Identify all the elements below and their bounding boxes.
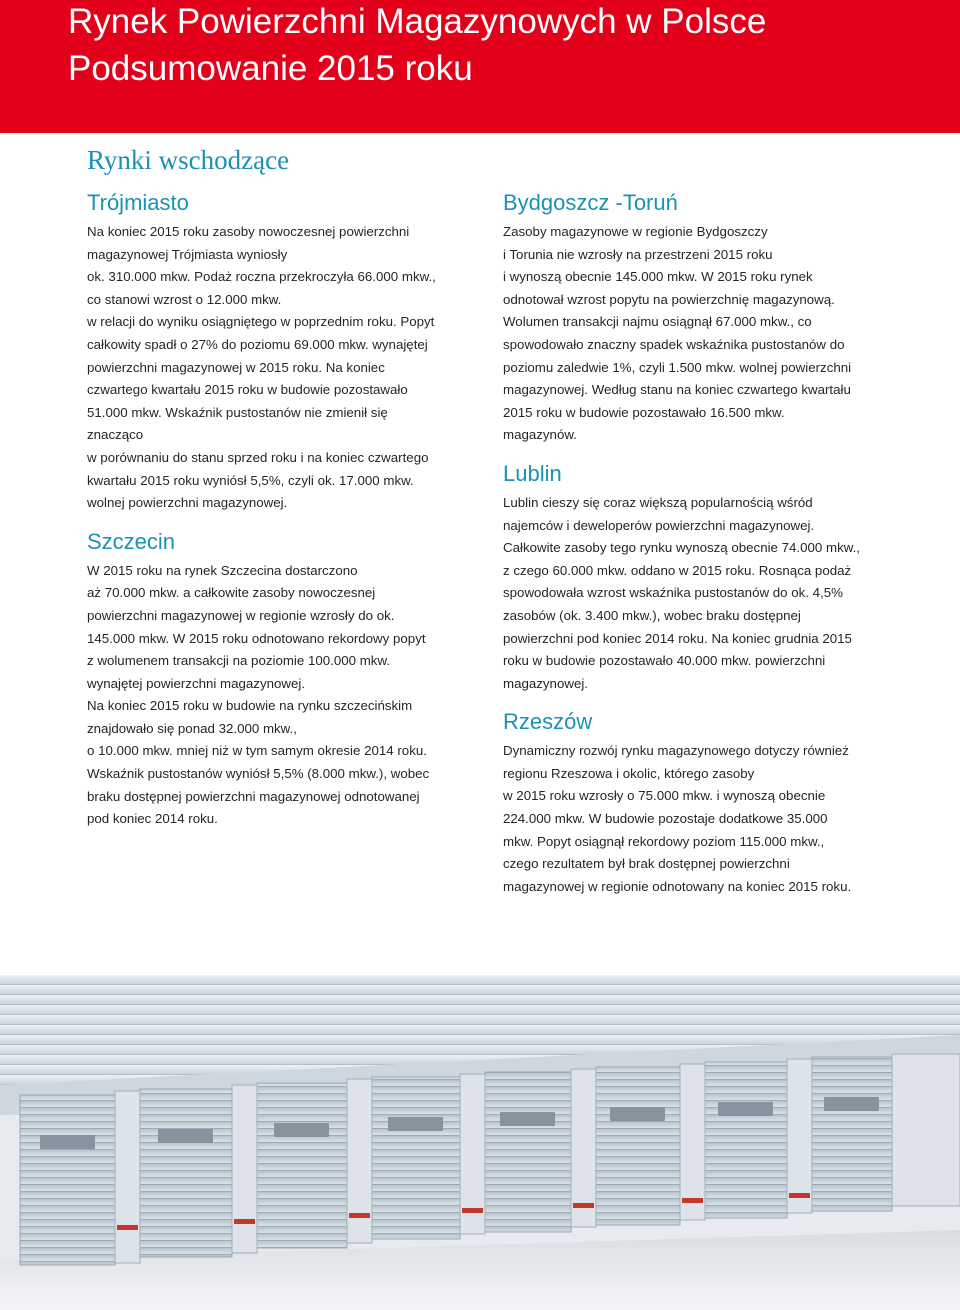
text-line: spowodowała wzrost wskaźnika pustostanów do ok. 4,5% bbox=[503, 585, 843, 601]
section-title: Rynki wschodzące bbox=[87, 145, 290, 175]
text-line: magazynowej. Według stanu na koniec czwartego kwartału bbox=[503, 382, 851, 398]
right-column bbox=[503, 190, 943, 898]
text-line: Wolumen transakcji najmu osiągnął 67.000 mkw., co bbox=[503, 314, 812, 330]
text-line: w porównaniu do stanu sprzed roku i na koniec czwartego bbox=[87, 449, 429, 465]
text-line: aż 70.000 mkw. a całkowite zasoby nowoczesnej bbox=[87, 585, 376, 601]
text-line: Dynamiczny rozwój rynku magazynowego dotyczy również bbox=[503, 743, 849, 759]
spacer bbox=[503, 447, 943, 461]
text-line: znacząco bbox=[87, 427, 144, 443]
text-line: 145.000 mkw. W 2015 roku odnotowano rekordowy popyt bbox=[87, 630, 426, 646]
text-line: braku dostępnej powierzchni magazynowej odnotowanej bbox=[87, 788, 420, 804]
text-line: spowodowało znaczny spadek wskaźnika pustostanów do bbox=[503, 336, 845, 352]
text-line: co stanowi wzrost o 12.000 mkw. bbox=[87, 291, 282, 307]
heading-trojmiasto: Trójmiasto bbox=[87, 190, 189, 215]
text-line: 2015 roku w budowie pozostawało 16.500 mkw. bbox=[503, 404, 785, 420]
text-line: kwartału 2015 roku wyniósł 5,5%, czyli ok. 17.000 mkw. bbox=[87, 472, 414, 488]
text-line: wynajętej powierzchni magazynowej. bbox=[87, 675, 306, 691]
text-line: i Torunia nie wzrosły na przestrzeni 2015 roku bbox=[503, 246, 773, 262]
text-line: 224.000 mkw. W budowie pozostaje dodatkowe 35.000 bbox=[503, 811, 828, 827]
page-title-line-2: Podsumowanie 2015 roku bbox=[68, 49, 473, 88]
text-line: magazynowej w regionie odnotowany na koniec 2015 roku. bbox=[503, 878, 852, 894]
paragraph-szczecin bbox=[87, 560, 487, 831]
page-header-banner bbox=[0, 0, 960, 133]
text-line: odnotował wzrost popytu na powierzchnię magazynową. bbox=[503, 291, 835, 307]
text-line: powierzchni magazynowej w regionie wzrosły do ok. bbox=[87, 607, 395, 623]
text-line: i wynoszą obecnie 145.000 mkw. W 2015 roku rynek bbox=[503, 269, 813, 285]
text-line: Na koniec 2015 roku w budowie na rynku szczecińskim bbox=[87, 698, 413, 714]
heading-szczecin: Szczecin bbox=[87, 528, 176, 554]
heading-rzeszow: Rzeszów bbox=[503, 709, 593, 735]
text-line: w relacji do wyniku osiągniętego w poprzednim roku. Popyt bbox=[87, 314, 435, 330]
text-line: z wolumenem transakcji na poziomie 100.000 mkw. bbox=[87, 653, 391, 669]
text-line: mkw. Popyt osiągnął rekordowy poziom 115.000 mkw., bbox=[503, 833, 825, 849]
text-line: Zasoby magazynowe w regionie Bydgoszczy bbox=[503, 224, 768, 239]
text-line: w 2015 roku wzrosły o 75.000 mkw. i wynoszą obecnie bbox=[503, 788, 826, 804]
paragraph-bydgoszcz-torun bbox=[503, 221, 943, 447]
paragraph-lublin bbox=[503, 492, 943, 695]
heading-bydgoszcz-torun: Bydgoszcz -Toruń bbox=[503, 190, 678, 215]
text-line: 51.000 mkw. Wskaźnik pustostanów nie zmienił się bbox=[87, 404, 388, 420]
text-line: regionu Rzeszowa i okolic, którego zasoby bbox=[503, 765, 755, 781]
text-line: pod koniec 2014 roku. bbox=[87, 811, 218, 827]
text-line: Lublin cieszy się coraz większą popularnością wśród bbox=[503, 494, 813, 510]
text-line: zasobów (ok. 3.400 mkw.), wobec braku dostępnej bbox=[503, 607, 801, 623]
text-line: powierzchni magazynowej w 2015 roku. Na koniec bbox=[87, 359, 385, 375]
text-line: magazynowej Trójmiasta wyniosły bbox=[87, 246, 288, 262]
text-line: znajdowało się ponad 32.000 mkw., bbox=[87, 720, 297, 736]
spacer bbox=[503, 695, 943, 709]
text-line: magazynowej. bbox=[503, 675, 588, 691]
warehouse-docks-photo bbox=[0, 975, 960, 1310]
text-line: wolnej powierzchni magazynowej. bbox=[87, 495, 288, 511]
spacer bbox=[87, 515, 487, 529]
text-line: roku w budowie pozostawało 40.000 mkw. powierzchni bbox=[503, 653, 826, 669]
text-line: z czego 60.000 mkw. oddano w 2015 roku. Rosnąca podaż bbox=[503, 562, 852, 578]
text-line: Całkowite zasoby tego rynku wynoszą obecnie 74.000 mkw., bbox=[503, 540, 860, 556]
text-line: najemców i deweloperów powierzchni magazynowej. bbox=[503, 517, 815, 533]
heading-lublin: Lublin bbox=[503, 460, 562, 486]
paragraph-trojmiasto bbox=[87, 221, 487, 515]
text-line: magazynów. bbox=[503, 427, 577, 443]
text-line: ok. 310.000 mkw. Podaż roczna przekroczyła 66.000 mkw., bbox=[87, 269, 436, 285]
text-line: W 2015 roku na rynek Szczecina dostarczono bbox=[87, 562, 358, 578]
text-line: poziomu zaledwie 1%, czyli 1.500 mkw. wolnej powierzchni bbox=[503, 359, 852, 375]
paragraph-rzeszow bbox=[503, 740, 943, 898]
text-line: o 10.000 mkw. mniej niż w tym samym okresie 2014 roku. bbox=[87, 743, 427, 759]
text-line: powierzchni pod koniec 2014 roku. Na koniec grudnia 2015 bbox=[503, 630, 852, 646]
text-line: Wskaźnik pustostanów wyniósł 5,5% (8.000 mkw.), wobec bbox=[87, 766, 430, 782]
left-column bbox=[87, 190, 487, 831]
warehouse-docks-illustration bbox=[0, 975, 960, 1310]
text-line: Na koniec 2015 roku zasoby nowoczesnej powierzchni bbox=[87, 224, 410, 239]
text-line: czwartego kwartału 2015 roku w budowie pozostawało bbox=[87, 382, 408, 398]
page-title-line-1: Rynek Powierzchni Magazynowych w Polsce bbox=[68, 2, 767, 41]
text-line: czego rezultatem był brak dostępnej powierzchni bbox=[503, 856, 790, 872]
text-line: całkowity spadł o 27% do poziomu 69.000 mkw. wynajętej bbox=[87, 336, 428, 352]
